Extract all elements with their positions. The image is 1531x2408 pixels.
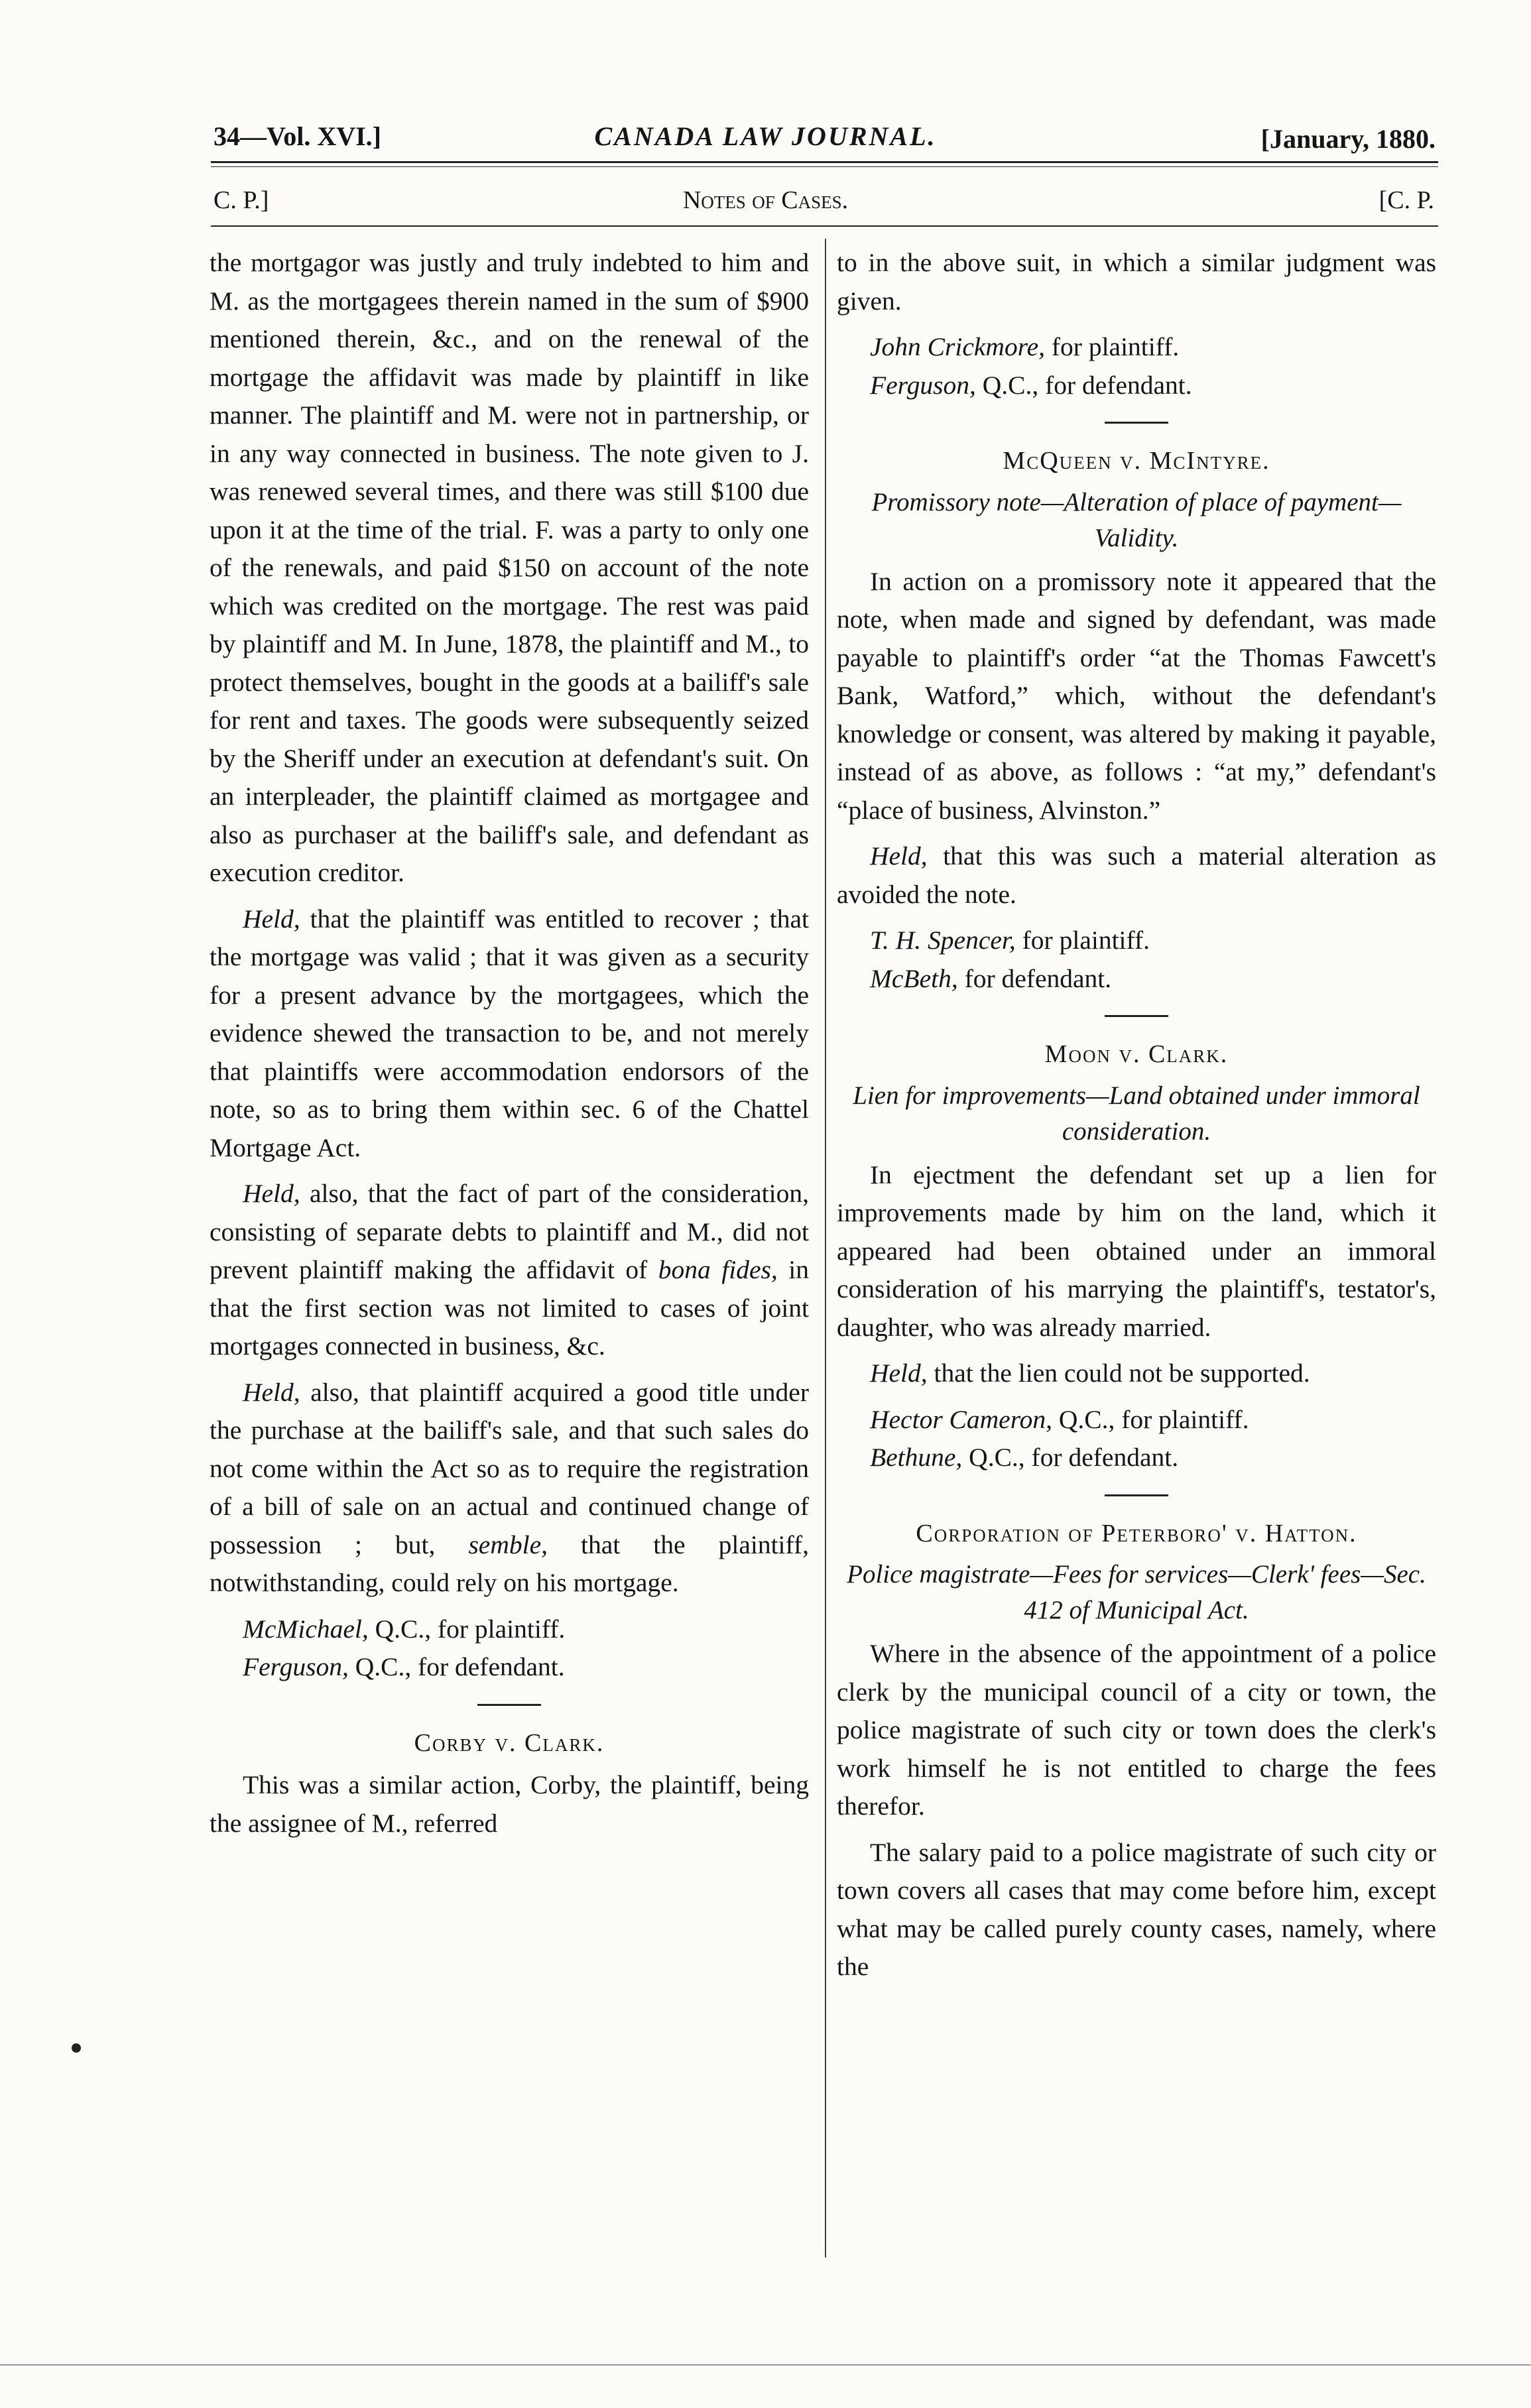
section-title: Notes of Cases. <box>682 186 849 214</box>
case-separator <box>1105 1494 1168 1496</box>
paragraph: This was a similar action, Corby, the plaintiff, being the assignee of M., referred <box>210 1770 809 1838</box>
paragraph: In action on a promissory note it appeared that the note, when made and signed by defendant, was made payable to plaintiff's order “at the Thomas Fawcett's Bank, Watford,” which, without the defendant's knowledge or consent, was altered by making it payable, instead of as above, as follows : “at my,” defendant's “place of business, Alvinston.” <box>837 566 1436 825</box>
paragraph: Held, that the lien could not be supported. <box>870 1358 1310 1388</box>
case-separator <box>477 1704 541 1706</box>
counsel-line: T. H. Spencer, for plaintiff. <box>870 926 1150 955</box>
case-title: Corporation of Peterboro' v. Hatton. <box>916 1519 1357 1547</box>
counsel-line: Hector Cameron, Q.C., for plaintiff. <box>870 1404 1249 1434</box>
paragraph: Held, also, that plaintiff acquired a good title under the purchase at the bailiff's sale, and that such sales do not come within the Act so as to require the registration of a bill of sale on an actual and continued change of possession ; but, semble, that the plaintiff, notwithstanding, could rely on his mortgage. <box>210 1377 809 1597</box>
held-label: Held, <box>243 1179 300 1208</box>
column-divider <box>825 239 826 2258</box>
right-column <box>837 244 1436 1994</box>
paragraph: to in the above suit, in which a similar judgment was given. <box>837 248 1436 316</box>
running-head-volume: 34—Vol. XVI.] <box>214 121 381 151</box>
held-label: Held, <box>243 1377 300 1407</box>
subheader-rule <box>211 225 1438 227</box>
section-court-left: C. P.] <box>214 186 269 214</box>
page-edge-line <box>0 2364 1531 2366</box>
case-separator <box>1105 1015 1168 1017</box>
case-separator <box>1105 422 1168 424</box>
paragraph: Held, that this was such a material alteration as avoided the note. <box>837 841 1436 909</box>
paragraph: Where in the absence of the appointment of a police clerk by the municipal council of a city or town, the police magistrate of such city or town does the clerk's work himself he is not entitled to charge the fees therefor. <box>837 1639 1436 1821</box>
paragraph: Held, that the plaintiff was entitled to recover ; that the mortgage was valid ; that it was given as a security for a present advance by the mortgagees, which the evidence shewed the transaction to be, and not merely that plaintiffs were accommodation endorsors of the note, so as to bring them within sec. 6 of the Chattel Mortgage Act. <box>210 904 809 1162</box>
paragraph: The salary paid to a police magistrate of such city or town covers all cases that may come before him, except what may be called purely county cases, namely, where the <box>837 1837 1436 1981</box>
held-label: Held, <box>870 841 928 871</box>
held-label: Held, <box>243 904 300 933</box>
paragraph: Held, also, that the fact of part of the consideration, consisting of separate debts to plaintiff and M., did not prevent plaintiff making the affidavit of bona fides, in that the first section was not limited to cases of joint mortgages connected in business, &c. <box>210 1179 810 1360</box>
counsel-line: Ferguson, Q.C., for defendant. <box>243 1652 565 1681</box>
paragraph: the mortgagor was justly and truly indebted to him and M. as the mortgagees therein named in the sum of $900 mentioned therein, &c., and on the renewal of the mortgage the affidavit was made by plaintiff in like manner. The plaintiff and M. were not in partnership, or in any way connected in business. The note given to J. was renewed several times, and there was still $100 due upon it at the time of the trial. F. was a party to only one of the renewals, and paid $150 on account of the note which was credited on the mortgage. The rest was paid by plaintiff and M. In June, 1878, the plaintiff and M., to protect themselves, bought in the goods at a bailiff's sale for rent and taxes. The goods were subsequently seized by the Sheriff under an execution at defendant's suit. On an interpleader, the plaintiff claimed as mortgagee and also as purchaser at the bailiff's sale, and defendant as execution creditor. <box>210 248 809 887</box>
case-subtitle: Police magistrate—Fees for services—Clerk' fees—Sec. 412 of Municipal Act. <box>847 1560 1426 1624</box>
counsel-line: Ferguson, Q.C., for defendant. <box>870 370 1192 400</box>
case-subtitle: Lien for improvements—Land obtained under immoral consideration. <box>853 1081 1420 1146</box>
case-subtitle: Promissory note—Alteration of place of payment—Validity. <box>871 487 1402 552</box>
left-column <box>210 244 809 1850</box>
held-label: Held, <box>870 1358 928 1388</box>
journal-title: CANADA LAW JOURNAL. <box>594 121 937 151</box>
section-court-right: [C. P. <box>1378 186 1434 214</box>
header-rule <box>211 161 1438 163</box>
running-head-date: [January, 1880. <box>1260 124 1436 154</box>
ink-blot <box>72 2043 81 2053</box>
case-title: McQueen v. McIntyre. <box>1003 447 1270 475</box>
paragraph: In ejectment the defendant set up a lien for improvements made by him on the land, which it appeared had been obtained under an immoral consideration of his marrying the plaintiff's, testator's, daughter, who was already married. <box>837 1160 1436 1342</box>
counsel-line: McBeth, for defendant. <box>870 963 1112 993</box>
header-rule-thin <box>211 166 1438 167</box>
case-title: Corby v. Clark. <box>414 1728 605 1757</box>
case-title: Moon v. Clark. <box>1044 1040 1229 1068</box>
counsel-line: McMichael, Q.C., for plaintiff. <box>243 1614 566 1644</box>
counsel-line: John Crickmore, for plaintiff. <box>870 332 1180 361</box>
counsel-line: Bethune, Q.C., for defendant. <box>870 1443 1179 1472</box>
